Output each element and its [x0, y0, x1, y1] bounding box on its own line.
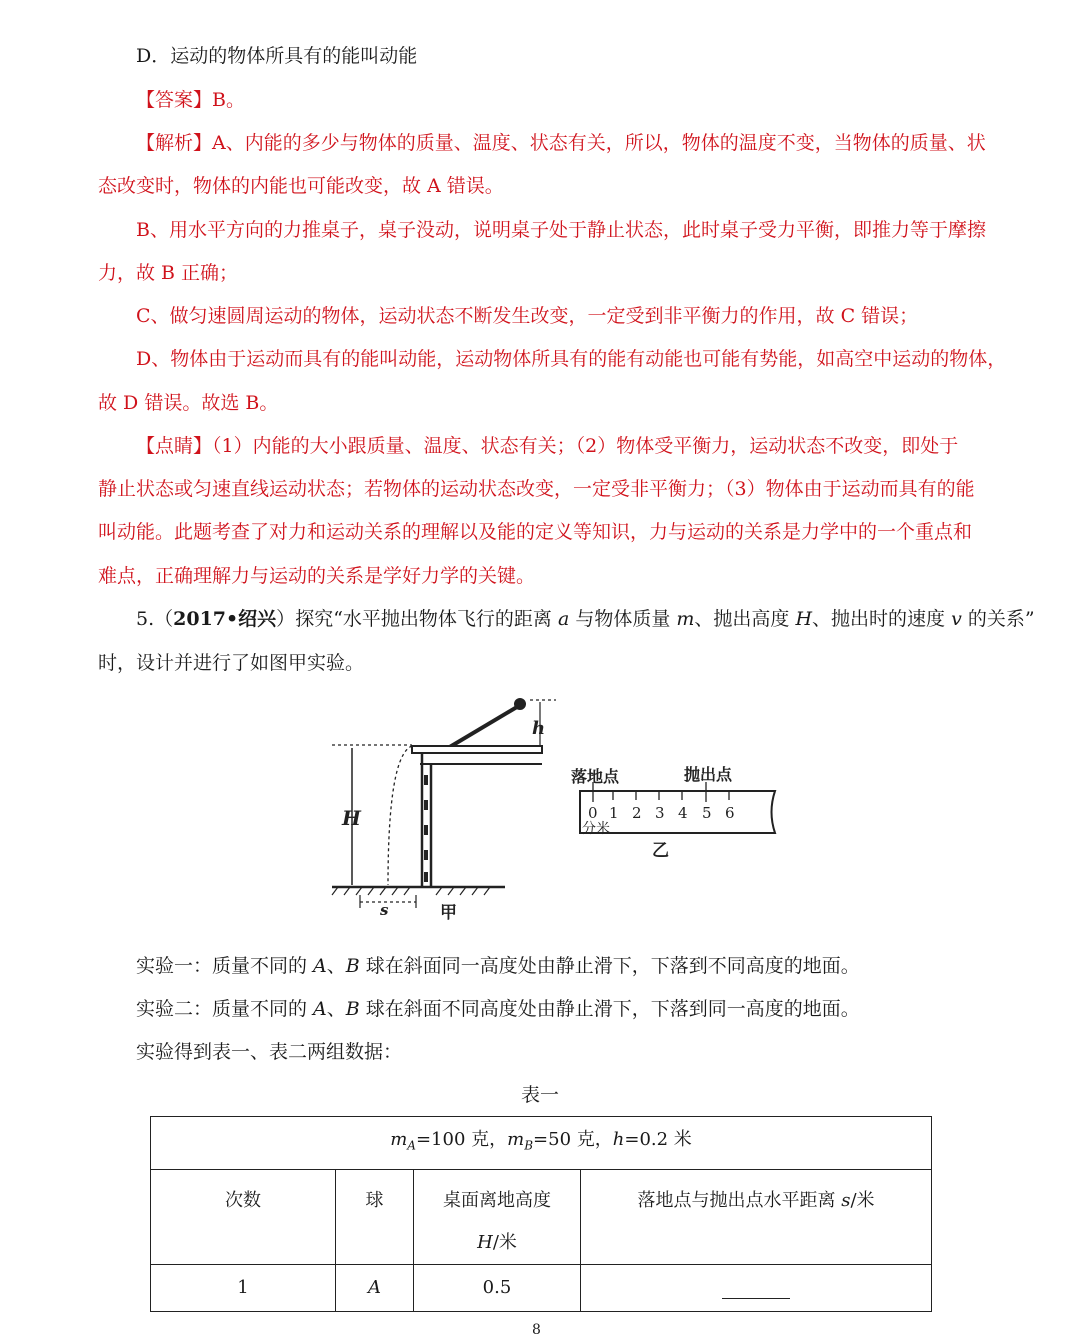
mass-a-subscript: A [407, 1138, 416, 1153]
analysis-line-2: 态改变时，物体的内能也可能改变，故 A 错误。 [98, 175, 504, 197]
analysis-line-3: B、用水平方向的力推桌子，桌子没动，说明桌子处于静止状态，此时桌子受力平衡，即推力等于摩擦 [136, 219, 986, 241]
header-distance-unit: /米 [850, 1189, 875, 1211]
launch-point-label: 抛出点 [684, 765, 733, 784]
analysis-line-5: C、做匀速圆周运动的物体，运动状态不断发生改变，一定受到非平衡力的作用，故 C 错误； [136, 305, 919, 327]
answer-line [136, 87, 245, 113]
s-label: s [380, 901, 389, 919]
trajectory [388, 746, 412, 885]
analysis-line-6: D、物体由于运动而具有的能叫动能，运动物体所具有的能有动能也可能有势能，如高空中运动的物体， [136, 348, 1007, 370]
table-caption: 表一 [520, 1084, 559, 1106]
header-ball [336, 1169, 414, 1264]
ball-b: B [345, 955, 360, 977]
header-ball-text: 球 [365, 1189, 384, 1211]
row-ball: A [336, 1264, 414, 1311]
answer-blank[interactable] [722, 1276, 790, 1299]
analysis-line-1 [136, 130, 986, 156]
question-text-e: 的关系” [961, 608, 1035, 630]
var-velocity: v [951, 608, 962, 630]
data-table [150, 1116, 932, 1312]
question-text-a: 探究“水平抛出物体飞行的距离 [295, 608, 558, 630]
H-label: H [342, 806, 361, 830]
mass-b-symbol: m [507, 1129, 525, 1150]
experiment-1-suffix: 球在斜面同一高度处由静止滑下，下落到不同高度的地面。 [359, 955, 860, 977]
var-distance: a [557, 608, 570, 630]
mass-a-value: =100 克， [415, 1129, 508, 1150]
data-intro: 实验得到表一、表二两组数据： [136, 1041, 403, 1063]
mass-b-value: =50 克， [533, 1129, 613, 1150]
ball-on-ramp [515, 699, 525, 709]
ramp [448, 704, 522, 748]
analysis-tag: 【解析】 [136, 132, 213, 154]
ball-a: A [313, 998, 327, 1020]
header-distance [581, 1169, 932, 1264]
header-count [151, 1169, 336, 1264]
table-conditions-row [151, 1117, 932, 1170]
table-top [412, 746, 542, 753]
row-distance [581, 1264, 932, 1311]
answer-text: B。 [212, 89, 245, 111]
analysis-line-7: 故 D 错误。故选 B。 [98, 392, 279, 414]
question-number: 5.（ [136, 608, 174, 630]
option-d: D．运动的物体所具有的能叫动能 [136, 45, 418, 67]
ball-b: B [345, 998, 360, 1020]
ruler-tick-0: 0 [588, 804, 598, 822]
yi-label: 乙 [652, 841, 669, 861]
table-conditions [151, 1117, 932, 1170]
mass-b-subscript: B [524, 1138, 534, 1153]
row-height: 0.5 [414, 1264, 581, 1311]
ruler-unit: 分米 [582, 821, 610, 837]
header-distance-var: s [841, 1189, 851, 1211]
question-text-c: 、抛出高度 [694, 608, 796, 630]
experiment-figure [330, 690, 790, 935]
h-label: h [532, 718, 546, 739]
ruler-tick-3: 3 [655, 804, 665, 822]
page-number: 8 [532, 1322, 541, 1338]
question-source-close: ） [276, 608, 296, 630]
header-count-text: 次数 [225, 1189, 261, 1211]
comment-line-3: 叫动能。此题考查了对力和运动关系的理解以及能的定义等知识，力与运动的关系是力学中的一个重点和 [98, 521, 973, 543]
experiment-2-sep: 、 [326, 998, 346, 1020]
question-text-b: 与物体质量 [569, 608, 677, 630]
comment-text-1: （1）内能的大小跟质量、温度、状态有关；（2）物体受平衡力，运动状态不改变，即处于 [212, 435, 959, 457]
analysis-text-1: A、内能的多少与物体的质量、温度、状态有关，所以，物体的温度不变，当物体的质量、状 [212, 132, 986, 154]
question-text-d: 、抛出时的速度 [812, 608, 952, 630]
experiment-1 [136, 953, 860, 979]
var-height: H [795, 608, 813, 630]
comment-tag: 【点睛】 [136, 435, 213, 457]
header-height-unit: /米 [492, 1231, 517, 1253]
question-source: 2017•绍兴 [173, 608, 277, 630]
jia-label: 甲 [440, 903, 457, 923]
header-distance-text: 落地点与抛出点水平距离 [637, 1189, 842, 1211]
h-value: =0.2 米 [624, 1129, 692, 1150]
question5-line-1 [136, 606, 1035, 632]
experiment-1-sep: 、 [326, 955, 346, 977]
analysis-line-4: 力，故 B 正确； [98, 262, 239, 284]
header-height [414, 1169, 581, 1264]
ruler-tick-6: 6 [725, 804, 735, 822]
ruler-tick-2: 2 [632, 804, 642, 822]
landing-point-label: 落地点 [571, 767, 620, 786]
ruler-tick-5: 5 [702, 804, 712, 822]
mass-a-symbol: m [390, 1129, 408, 1150]
header-height-var: H [477, 1231, 493, 1253]
experiment-2-suffix: 球在斜面不同高度处由静止滑下，下落到同一高度的地面。 [359, 998, 860, 1020]
header-height-line1: 桌面离地高度 [443, 1189, 551, 1211]
experiment-2 [136, 996, 860, 1022]
comment-line-4: 难点，正确理解力与运动的关系是学好力学的关键。 [98, 565, 536, 587]
table-header-row [151, 1169, 932, 1264]
var-mass: m [676, 608, 695, 630]
comment-line-1 [136, 433, 958, 459]
ball-a: A [313, 955, 327, 977]
experiment-2-prefix: 实验二：质量不同的 [136, 998, 314, 1020]
experiment-1-prefix: 实验一：质量不同的 [136, 955, 314, 977]
answer-tag: 【答案】 [136, 89, 213, 111]
comment-line-2: 静止状态或匀速直线运动状态；若物体的运动状态改变，一定受非平衡力；（3）物体由于运动而具有的能 [98, 478, 975, 500]
question5-line-2: 时，设计并进行了如图甲实验。 [98, 652, 365, 674]
h-symbol: h [612, 1129, 625, 1150]
row-count: 1 [151, 1264, 336, 1311]
table-row [151, 1264, 932, 1311]
ruler-tick-1: 1 [609, 804, 619, 822]
ruler-tick-4: 4 [678, 804, 688, 822]
